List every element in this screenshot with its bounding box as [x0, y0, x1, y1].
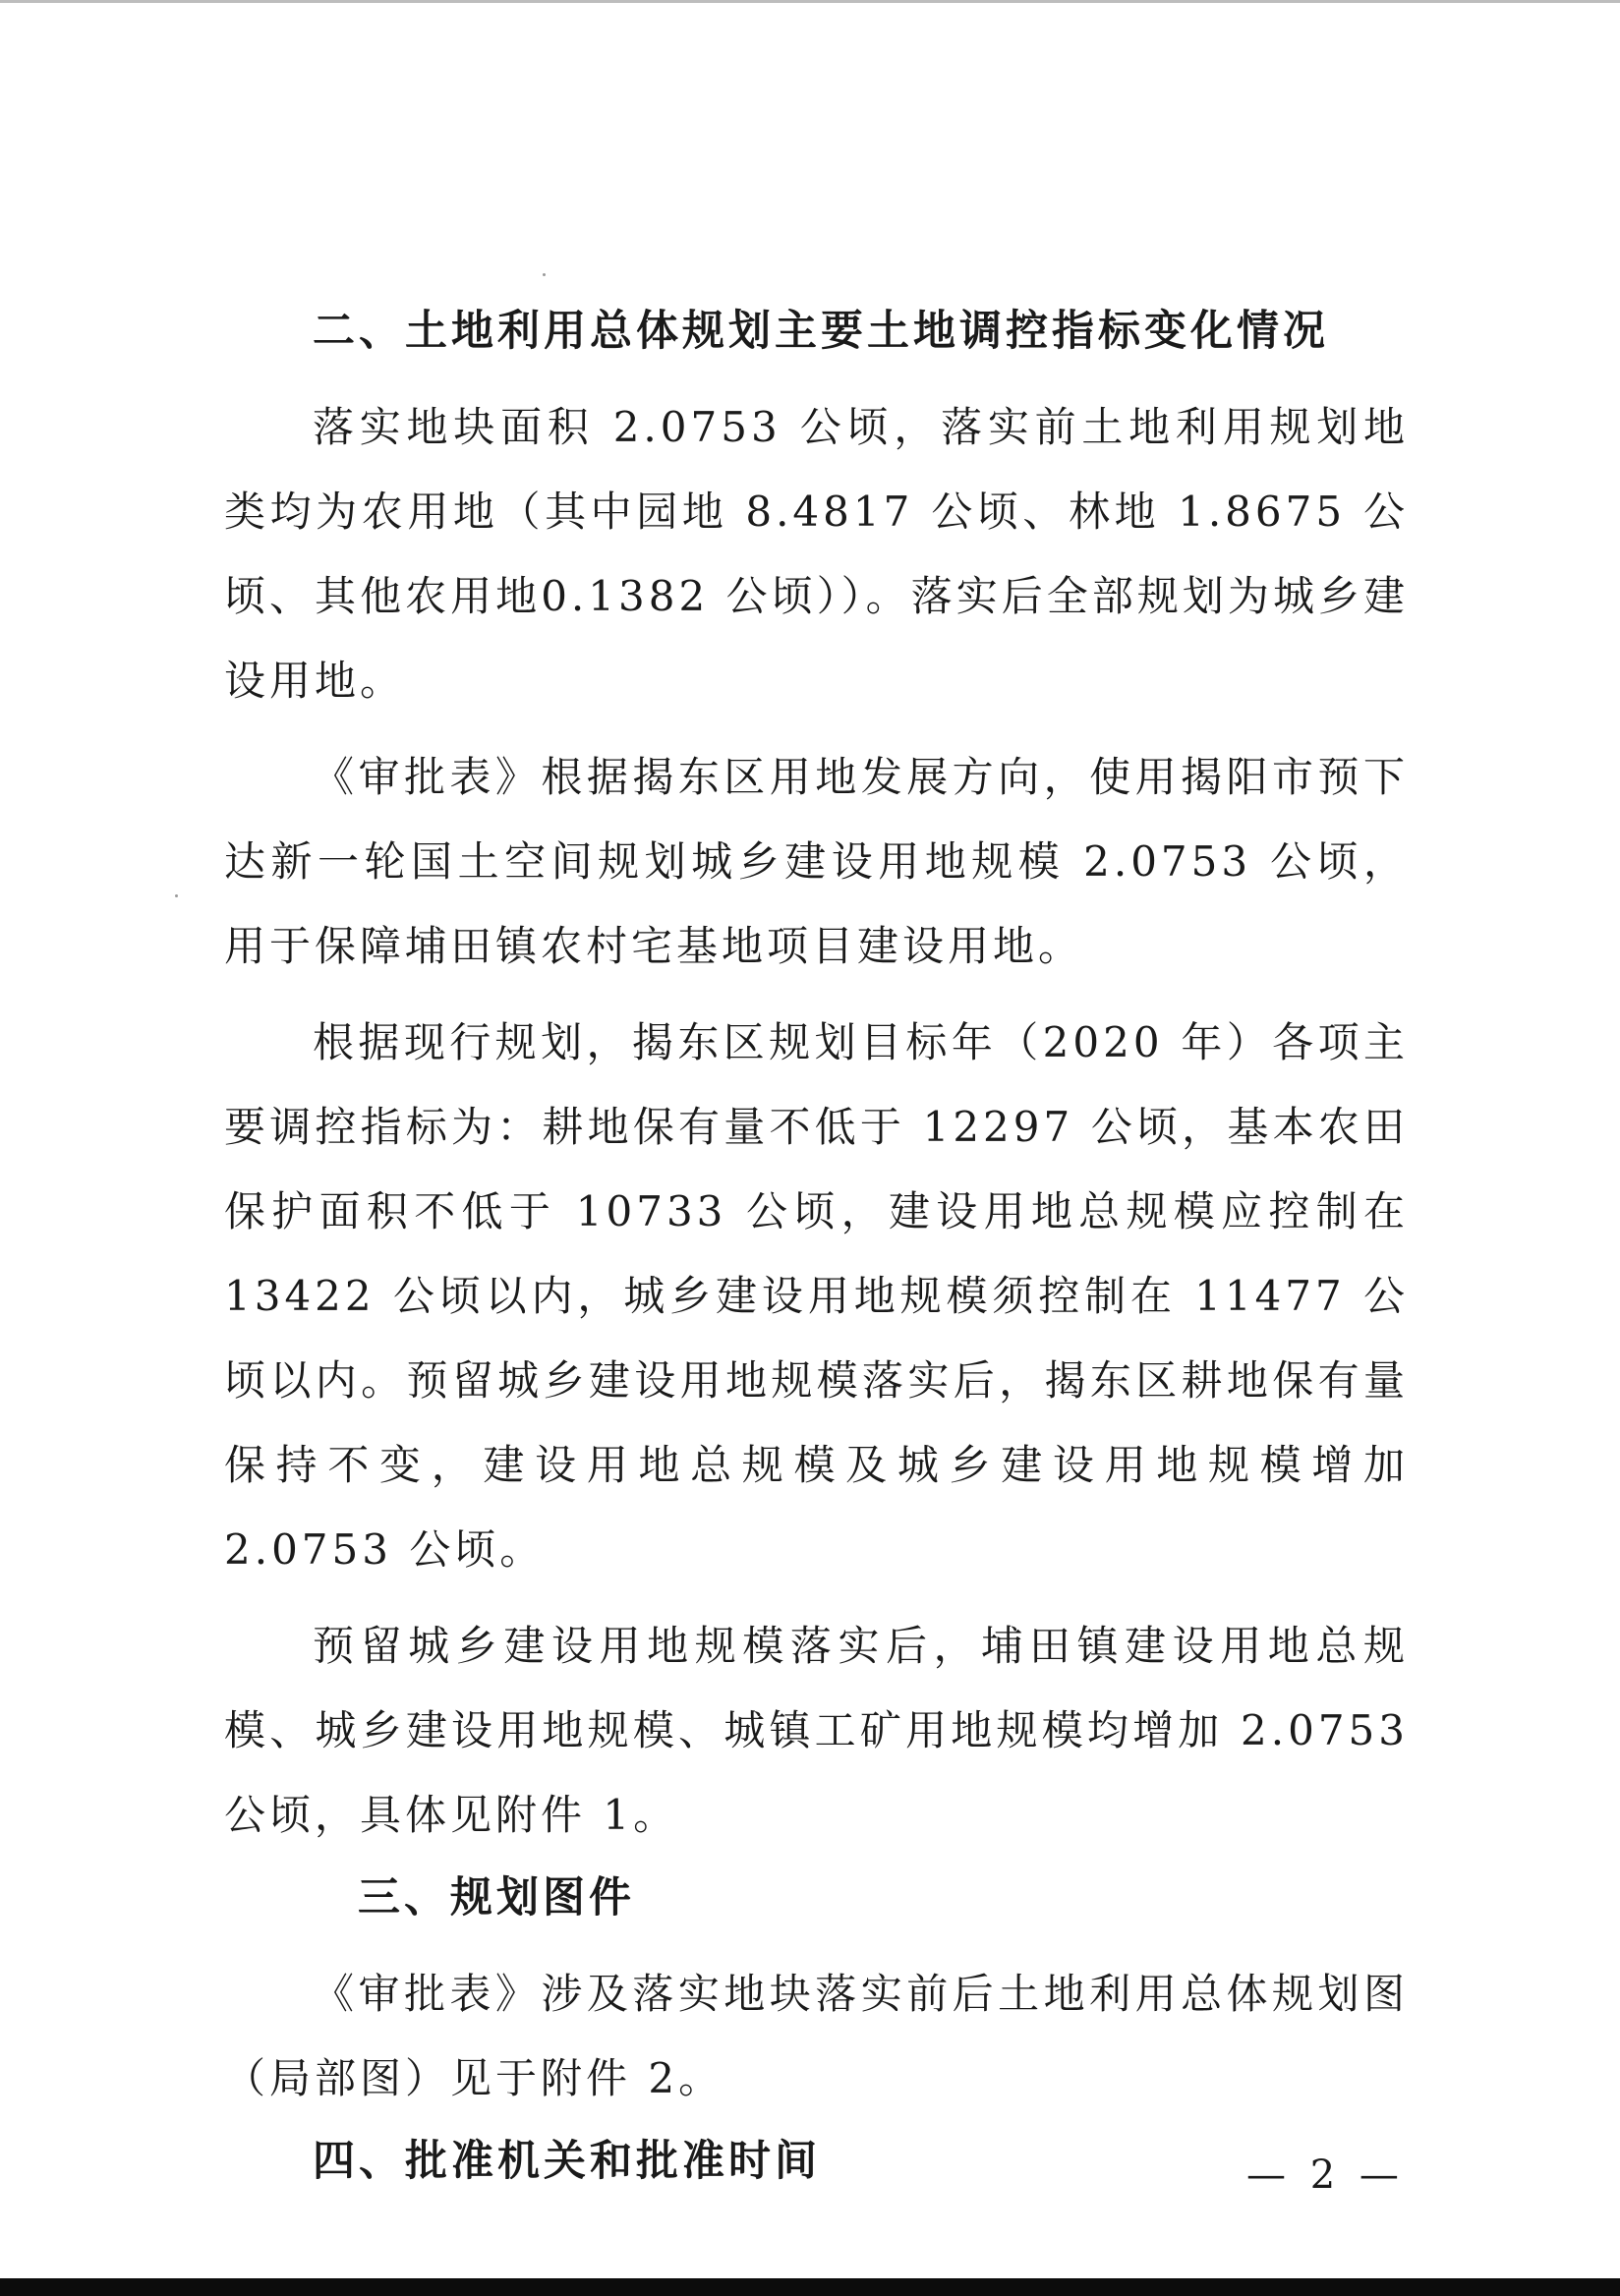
section-heading-2: 二、土地利用总体规划主要土地调控指标变化情况: [313, 307, 1329, 356]
scan-speck: [175, 894, 178, 897]
paragraph: 《审批表》根据揭东区用地发展方向，使用揭阳市预下达新一轮国土空间规划城乡建设用地规模 2.0753 公顷，用于保障埔田镇农村宅基地项目建设用地。: [224, 753, 1409, 970]
paragraph: 《审批表》涉及落实地块落实前后土地利用总体规划图（局部图）见于附件 2。: [224, 1970, 1409, 2102]
scan-speck: [543, 273, 546, 276]
section-heading-3: 三、规划图件: [358, 1873, 635, 1923]
paragraph: 根据现行规划，揭东区规划目标年（2020 年）各项主要调控指标为：耕地保有量不低于 12297 公顷，基本农田保护面积不低于 10733 公顷，建设用地总规模应控制在 13422 公顷以内，城乡建设用地规模须控制在 11477 公顷以内。预留城乡建设用地规模落实后，揭东区耕地保有量保持不变，建设用地总规模及城乡建设用地规模增加 2.0753 公顷。: [224, 1018, 1409, 1574]
section-heading-4: 四、批准机关和批准时间: [313, 2137, 821, 2186]
paragraph: 预留城乡建设用地规模落实后，埔田镇建设用地总规模、城乡建设用地规模、城镇工矿用地规模均增加 2.0753 公顷，具体见附件 1。: [224, 1622, 1409, 1839]
scan-bottom-edge: [0, 2278, 1620, 2296]
page-number: — 2 —: [1246, 2152, 1405, 2198]
scan-top-edge: [0, 0, 1620, 3]
document-body: [224, 303, 1409, 2215]
paragraph: 落实地块面积 2.0753 公顷，落实前土地利用规划地类均为农用地（其中园地 8.4817 公顷、林地 1.8675 公顷、其他农用地0.1382 公顷））。落实后全部规划为城乡建设用地。: [224, 403, 1409, 705]
